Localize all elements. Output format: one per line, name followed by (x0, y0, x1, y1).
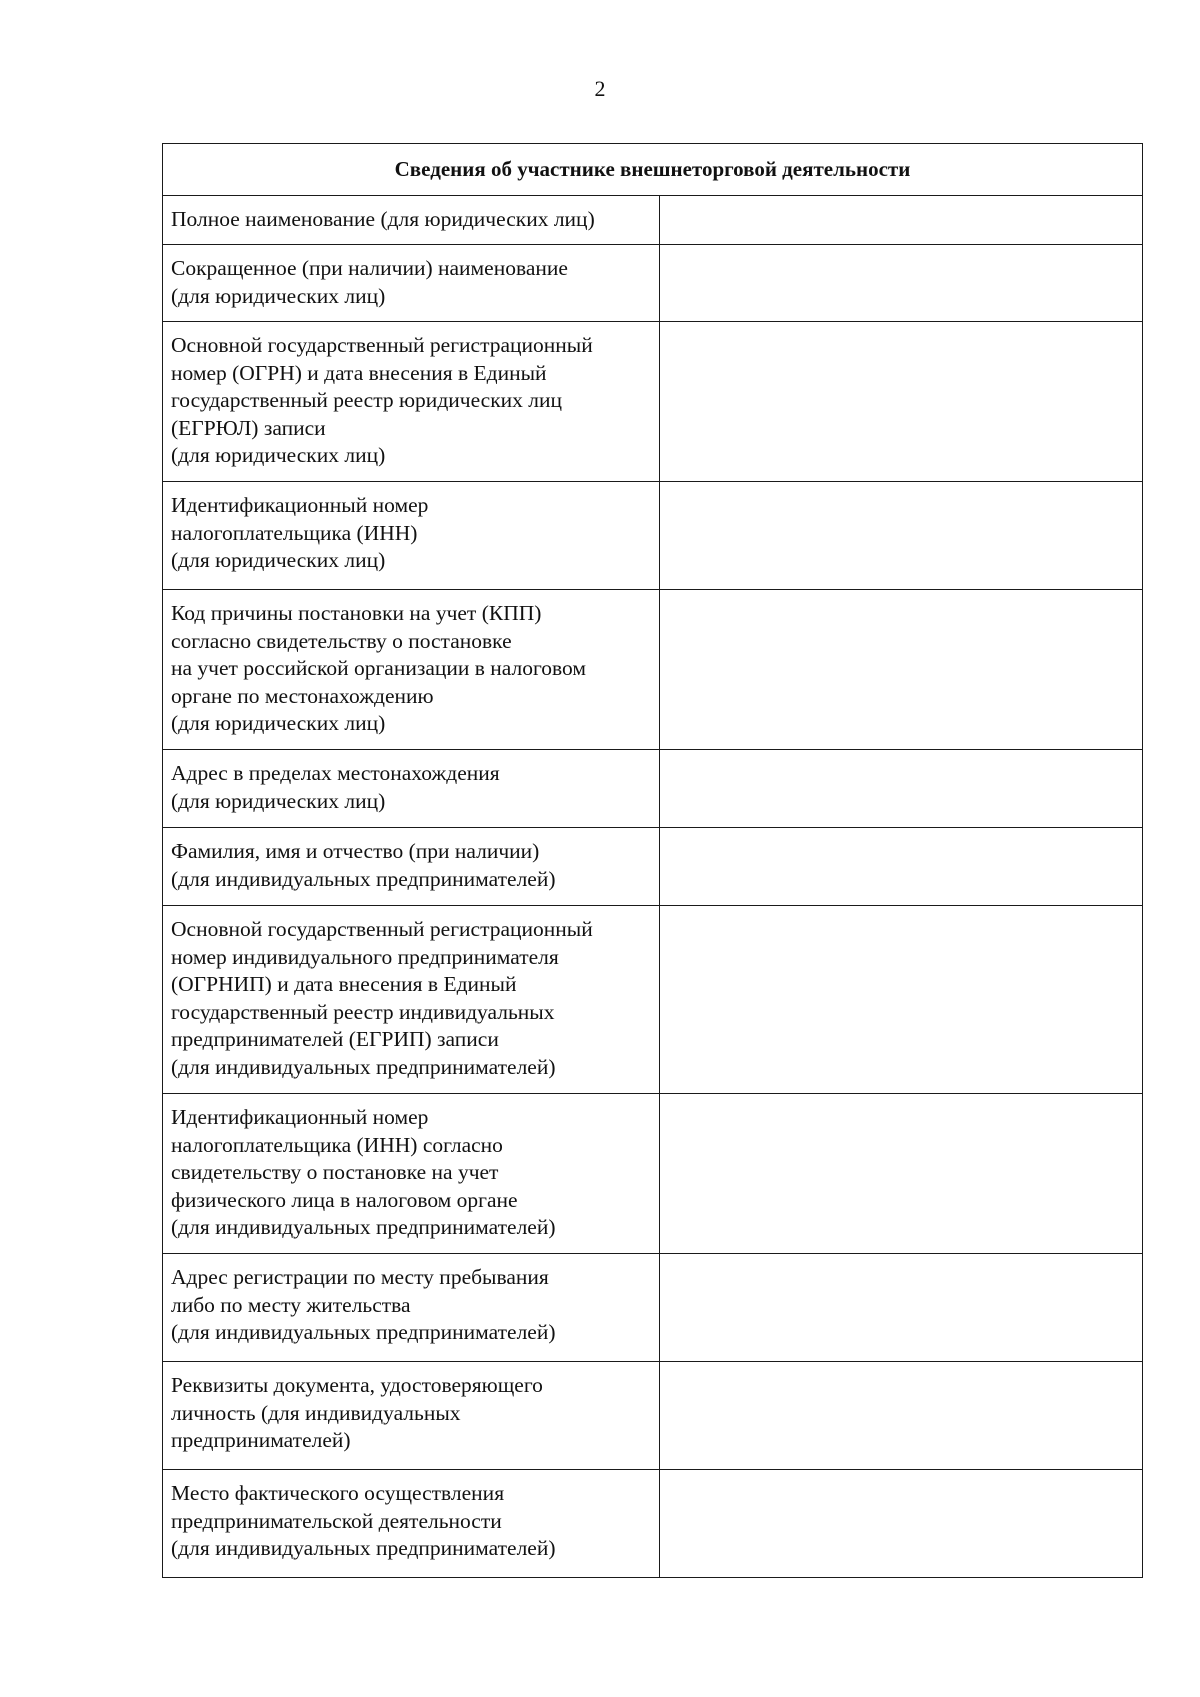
field-label-line: Идентификационный номер (171, 1105, 429, 1129)
field-label-line: (для индивидуальных предпринимателей) (171, 1536, 556, 1561)
field-label-line: либо по месту жительства (171, 1292, 411, 1317)
participant-info-table (162, 143, 1143, 1578)
field-value[interactable] (660, 590, 1143, 750)
field-label (163, 245, 660, 322)
field-label-line: Полное наименование (для юридических лиц) (171, 207, 595, 231)
field-value[interactable] (660, 906, 1143, 1094)
field-label-line: Основной государственный регистрационный (171, 917, 593, 941)
field-value[interactable] (660, 196, 1143, 245)
field-label (163, 482, 660, 590)
field-label-line: свидетельству о постановке на учет (171, 1160, 499, 1185)
table-row (163, 1254, 1143, 1362)
field-label-line: Место фактического осуществления (171, 1481, 505, 1505)
field-label-line: предпринимателей (ЕГРИП) записи (171, 1027, 499, 1052)
field-label-line: Основной государственный регистрационный (171, 333, 593, 357)
table-row (163, 590, 1143, 750)
field-label (163, 196, 660, 245)
field-label (163, 590, 660, 750)
table-row (163, 196, 1143, 245)
field-value[interactable] (660, 245, 1143, 322)
field-label-line: Сокращенное (при наличии) наименование (171, 256, 568, 280)
field-label-line: на учет российской организации в налоговом (171, 656, 586, 681)
table-row (163, 906, 1143, 1094)
field-label-line: предпринимательской деятельности (171, 1508, 502, 1533)
field-value[interactable] (660, 1254, 1143, 1362)
table-row (163, 322, 1143, 482)
field-label-line: Адрес в пределах местонахождения (171, 761, 500, 785)
table-body (163, 196, 1143, 1578)
field-value[interactable] (660, 1094, 1143, 1254)
table-row (163, 750, 1143, 828)
field-label-line: личность (для индивидуальных (171, 1400, 461, 1425)
field-label-line: Реквизиты документа, удостоверяющего (171, 1373, 543, 1397)
field-label-line: номер индивидуального предпринимателя (171, 944, 559, 969)
field-label-line: Идентификационный номер (171, 493, 429, 517)
field-value[interactable] (660, 828, 1143, 906)
field-label-line: Код причины постановки на учет (КПП) (171, 601, 542, 625)
field-value[interactable] (660, 482, 1143, 590)
field-label (163, 1470, 660, 1578)
field-label-line: (для юридических лиц) (171, 711, 386, 736)
table-row (163, 245, 1143, 322)
table-row (163, 1094, 1143, 1254)
field-label-line: налогоплательщика (ИНН) (171, 520, 418, 545)
table-row (163, 1470, 1143, 1578)
field-value[interactable] (660, 750, 1143, 828)
field-label-line: (для юридических лиц) (171, 788, 386, 813)
field-label-line: физического лица в налоговом органе (171, 1187, 518, 1212)
field-label-line: (для индивидуальных предпринимателей) (171, 1215, 556, 1240)
field-label-line: (для юридических лиц) (171, 548, 386, 573)
field-value[interactable] (660, 1470, 1143, 1578)
field-label-line: (для индивидуальных предпринимателей) (171, 1320, 556, 1345)
field-label-line: (ЕГРЮЛ) записи (171, 415, 326, 440)
table-heading-row (163, 144, 1143, 196)
table-row (163, 482, 1143, 590)
field-label-line: государственный реестр индивидуальных (171, 999, 555, 1024)
page-number: 2 (594, 76, 606, 101)
field-label (163, 1254, 660, 1362)
table-heading: Сведения об участнике внешнеторговой деятельности (163, 144, 1143, 196)
field-label (163, 322, 660, 482)
field-label (163, 828, 660, 906)
field-label-line: (для юридических лиц) (171, 443, 386, 468)
field-label-line: (для индивидуальных предпринимателей) (171, 866, 556, 891)
field-label-line: (для юридических лиц) (171, 283, 386, 308)
field-label (163, 1094, 660, 1254)
table-row (163, 1362, 1143, 1470)
field-label (163, 750, 660, 828)
field-label-line: предпринимателей) (171, 1428, 351, 1453)
field-label-line: (для индивидуальных предпринимателей) (171, 1054, 556, 1079)
field-value[interactable] (660, 322, 1143, 482)
field-label-line: согласно свидетельству о постановке (171, 628, 512, 653)
field-label-line: номер (ОГРН) и дата внесения в Единый (171, 360, 547, 385)
field-label (163, 906, 660, 1094)
field-value[interactable] (660, 1362, 1143, 1470)
field-label-line: Адрес регистрации по месту пребывания (171, 1265, 549, 1289)
table-row (163, 828, 1143, 906)
field-label-line: органе по местонахождению (171, 683, 434, 708)
field-label-line: государственный реестр юридических лиц (171, 388, 563, 413)
field-label-line: налогоплательщика (ИНН) согласно (171, 1132, 503, 1157)
field-label (163, 1362, 660, 1470)
field-label-line: (ОГРНИП) и дата внесения в Единый (171, 972, 517, 997)
field-label-line: Фамилия, имя и отчество (при наличии) (171, 839, 540, 863)
